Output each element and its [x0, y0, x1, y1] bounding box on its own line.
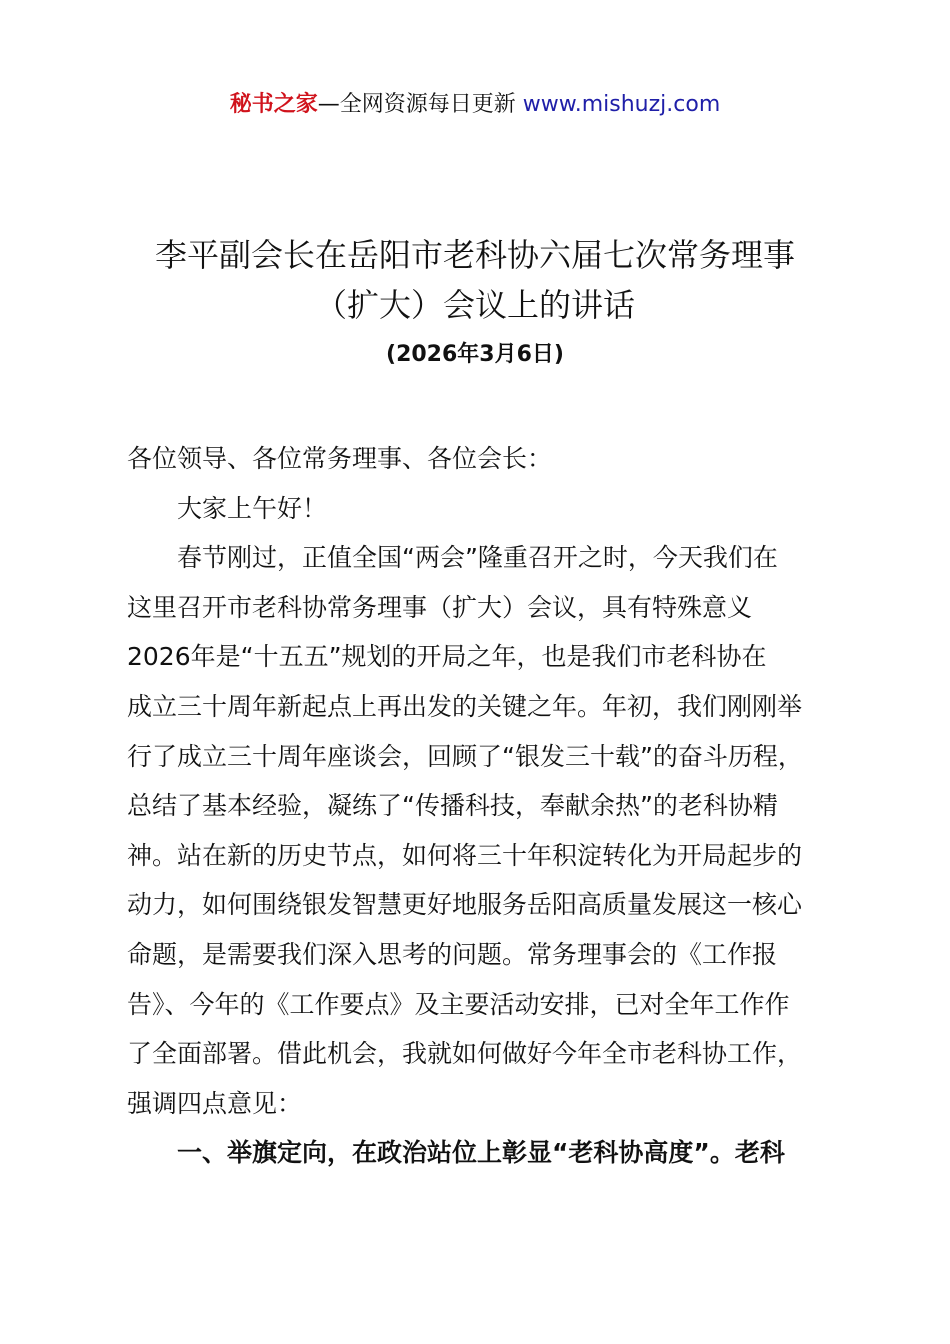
body-line: 告》、今年的《工作要点》及主要活动安排，已对全年工作作 [127, 989, 790, 1019]
body-line: 命题，是需要我们深入思考的问题。常务理事会的《工作报 [127, 939, 778, 969]
body-line: 春节刚过，正值全国“两会”隆重召开之时，今天我们在 [177, 543, 778, 573]
site-header [0, 88, 950, 122]
salutation-line: 各位领导、各位常务理事、各位会长： [127, 444, 553, 473]
site-brand: 秘书之家 [229, 92, 318, 117]
title-line-2: （扩大）会议上的讲话 [314, 286, 635, 324]
greeting-line: 大家上午好！ [177, 493, 328, 523]
title-line-1: 李平副会长在岳阳市老科协六届七次常务理事 [154, 236, 795, 274]
body-line: 神。站在新的历史节点，如何将三十年积淀转化为开局起步的 [127, 840, 803, 870]
body-line: 强调四点意见： [127, 1088, 303, 1118]
document-body [127, 434, 857, 1178]
document-date: (2026年3月6日) [386, 342, 564, 367]
body-line: 这里召开市老科协常务理事（扩大）会议，具有特殊意义 [127, 592, 753, 622]
body-line: 了全面部署。借此机会，我就如何做好今年全市老科协工作， [127, 1039, 803, 1069]
document-title [60, 230, 890, 330]
body-line: 行了成立三十周年座谈会，回顾了“银发三十载”的奋斗历程， [127, 741, 803, 771]
body-line: 成立三十周年新起点上再出发的关键之年。年初，我们刚刚举 [127, 691, 803, 721]
site-slogan: —全网资源每日更新 [317, 92, 523, 117]
site-url-link[interactable]: www.mishuzj.com [522, 92, 721, 117]
body-line: 动力，如何围绕银发智慧更好地服务岳阳高质量发展这一核心 [127, 890, 803, 920]
body-line: 2026年是“十五五”规划的开局之年，也是我们市老科协在 [127, 642, 767, 672]
body-line: 总结了基本经验，凝练了“传播科技，奉献余热”的老科协精 [127, 791, 778, 821]
section-heading-line: 一、举旗定向，在政治站位上彰显“老科协高度”。老科 [177, 1138, 785, 1168]
